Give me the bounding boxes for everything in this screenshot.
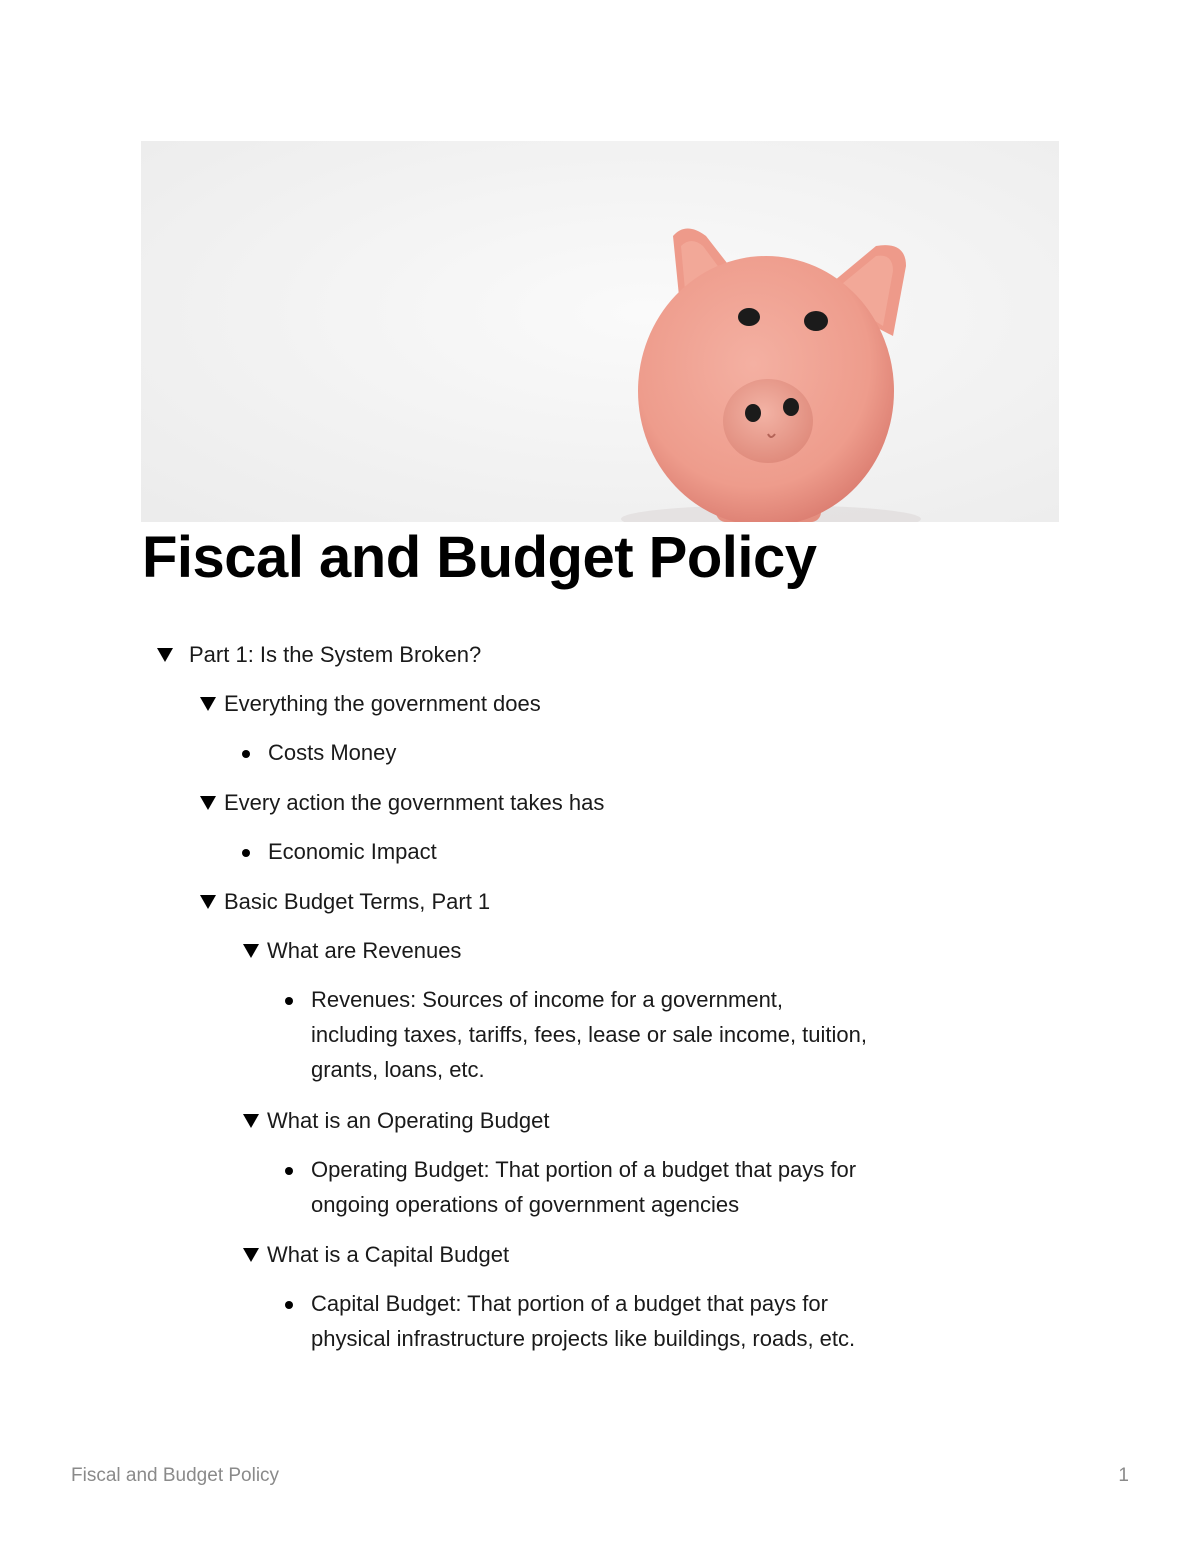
list-item: Capital Budget: That portion of a budget that pays for physical infrastructure projects like buildings, roads, etc. bbox=[311, 1291, 856, 1351]
bullet-icon bbox=[285, 1167, 293, 1175]
toggle-item2[interactable]: Every action the government takes has bbox=[224, 790, 605, 815]
footer-title: Fiscal and Budget Policy bbox=[71, 1465, 280, 1486]
toggle-triangle-icon[interactable] bbox=[200, 697, 216, 711]
list-item: Operating Budget: That portion of a budget that pays for ongoing operations of government agencies bbox=[311, 1157, 857, 1217]
bullet-icon bbox=[242, 750, 250, 758]
bullet-icon bbox=[285, 1301, 293, 1309]
toggle-triangle-icon[interactable] bbox=[200, 796, 216, 810]
toggle-triangle-icon[interactable] bbox=[157, 648, 173, 662]
page-number: 1 bbox=[1118, 1465, 1129, 1486]
bullet-icon bbox=[285, 997, 293, 1005]
list-item: Economic Impact bbox=[268, 839, 437, 864]
toggle-q1[interactable]: What are Revenues bbox=[267, 938, 462, 963]
toggle-item3[interactable]: Basic Budget Terms, Part 1 bbox=[224, 889, 491, 914]
list-item: Costs Money bbox=[268, 740, 397, 765]
toggle-part1[interactable]: Part 1: Is the System Broken? bbox=[189, 642, 482, 667]
page-title: Fiscal and Budget Policy bbox=[142, 525, 817, 590]
toggle-triangle-icon[interactable] bbox=[243, 1248, 259, 1262]
toggle-q3[interactable]: What is a Capital Budget bbox=[267, 1242, 510, 1267]
toggle-triangle-icon[interactable] bbox=[243, 944, 259, 958]
toggle-q2[interactable]: What is an Operating Budget bbox=[267, 1108, 550, 1133]
toggle-triangle-icon[interactable] bbox=[243, 1114, 259, 1128]
piggy-bank-icon bbox=[141, 141, 1059, 522]
toggle-triangle-icon[interactable] bbox=[200, 895, 216, 909]
list-item: Revenues: Sources of income for a government, including taxes, tariffs, fees, lease or sale income, tuition, grants, loans, etc. bbox=[311, 987, 867, 1082]
cover-image bbox=[141, 141, 1059, 522]
toggle-item1[interactable]: Everything the government does bbox=[224, 691, 541, 716]
bullet-icon bbox=[242, 849, 250, 857]
